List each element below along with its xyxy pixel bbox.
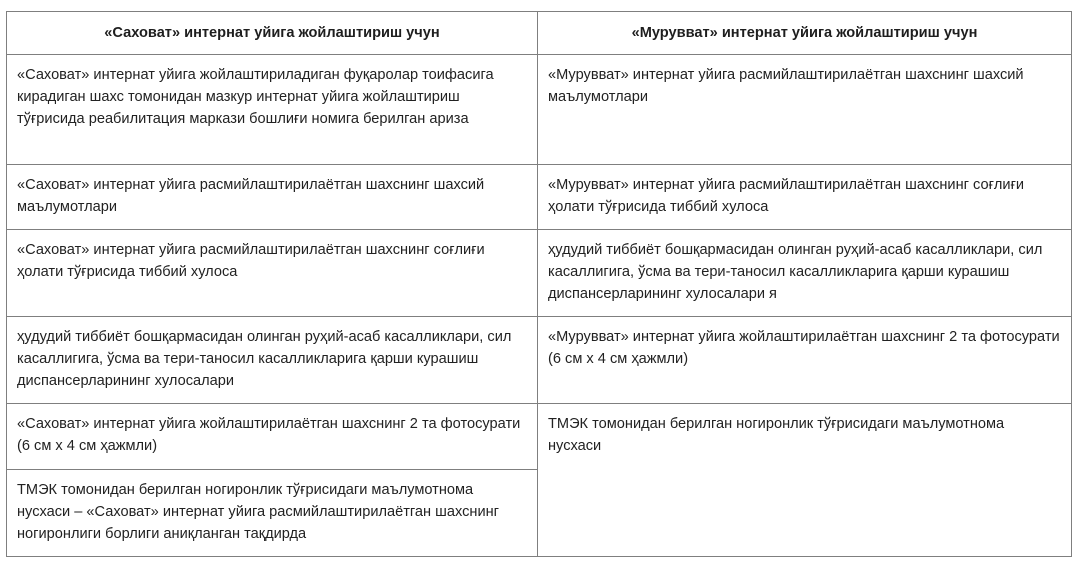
requirements-table (6, 11, 1072, 557)
cell-muruvvat-disability-certificate: ТМЭК томонидан берилган ногиронлик тўғрисидаги маълумотнома нусхаси (538, 404, 1072, 557)
cell-sakhovat-application: «Саховат» интернат уйига жойлаштириладиган фуқаролар тоифасига кирадиган шахс томонидан мазкур интернат уйига жойлаштириш тўғрисида реабилитация маркази бошлиғи номига берилган ариза (7, 55, 538, 165)
cell-muruvvat-medical-report: «Мурувват» интернат уйига расмийлаштирилаётган шахснинг соғлиғи ҳолати тўғрисида тиббий хулоса (538, 165, 1072, 230)
cell-muruvvat-personal-data: «Мурувват» интернат уйига расмийлаштирилаётган шахснинг шахсий маълумотлари (538, 55, 1072, 165)
header-sakhovat: «Саховат» интернат уйига жойлаштириш учун (7, 12, 538, 55)
cell-muruvvat-photos: «Мурувват» интернат уйига жойлаштирилаётган шахснинг 2 та фотосурати (6 см х 4 см ҳажмли) (538, 317, 1072, 404)
table-header-row (7, 12, 1072, 55)
table-row (7, 165, 1072, 230)
table-row (7, 317, 1072, 404)
cell-muruvvat-dispensary-conclusions: ҳудудий тиббиёт бошқармасидан олинган руҳий-асаб касалликлари, сил касаллигига, ўсма ва тери-таносил касалликларига қарши курашиш диспансерларининг хулосалари я (538, 230, 1072, 317)
cell-sakhovat-medical-report: «Саховат» интернат уйига расмийлаштирилаётган шахснинг соғлиғи ҳолати тўғрисида тиббий хулоса (7, 230, 538, 317)
table-row (7, 230, 1072, 317)
cell-sakhovat-personal-data: «Саховат» интернат уйига расмийлаштирилаётган шахснинг шахсий маълумотлари (7, 165, 538, 230)
header-muruvvat: «Мурувват» интернат уйига жойлаштириш учун (538, 12, 1072, 55)
table-row (7, 55, 1072, 165)
cell-sakhovat-photos: «Саховат» интернат уйига жойлаштирилаётган шахснинг 2 та фотосурати (6 см х 4 см ҳажмли) (7, 404, 538, 470)
cell-sakhovat-dispensary-conclusions: ҳудудий тиббиёт бошқармасидан олинган руҳий-асаб касалликлари, сил касаллигига, ўсма ва тери-таносил касалликларига қарши курашиш диспансерларининг хулосалари (7, 317, 538, 404)
table-row (7, 404, 1072, 470)
cell-sakhovat-disability-certificate: ТМЭК томонидан берилган ногиронлик тўғрисидаги маълумотнома нусхаси – «Саховат» интернат уйига расмийлаштирилаётган шахснинг ногиронлиги борлиги аниқланган тақдирда (7, 470, 538, 557)
